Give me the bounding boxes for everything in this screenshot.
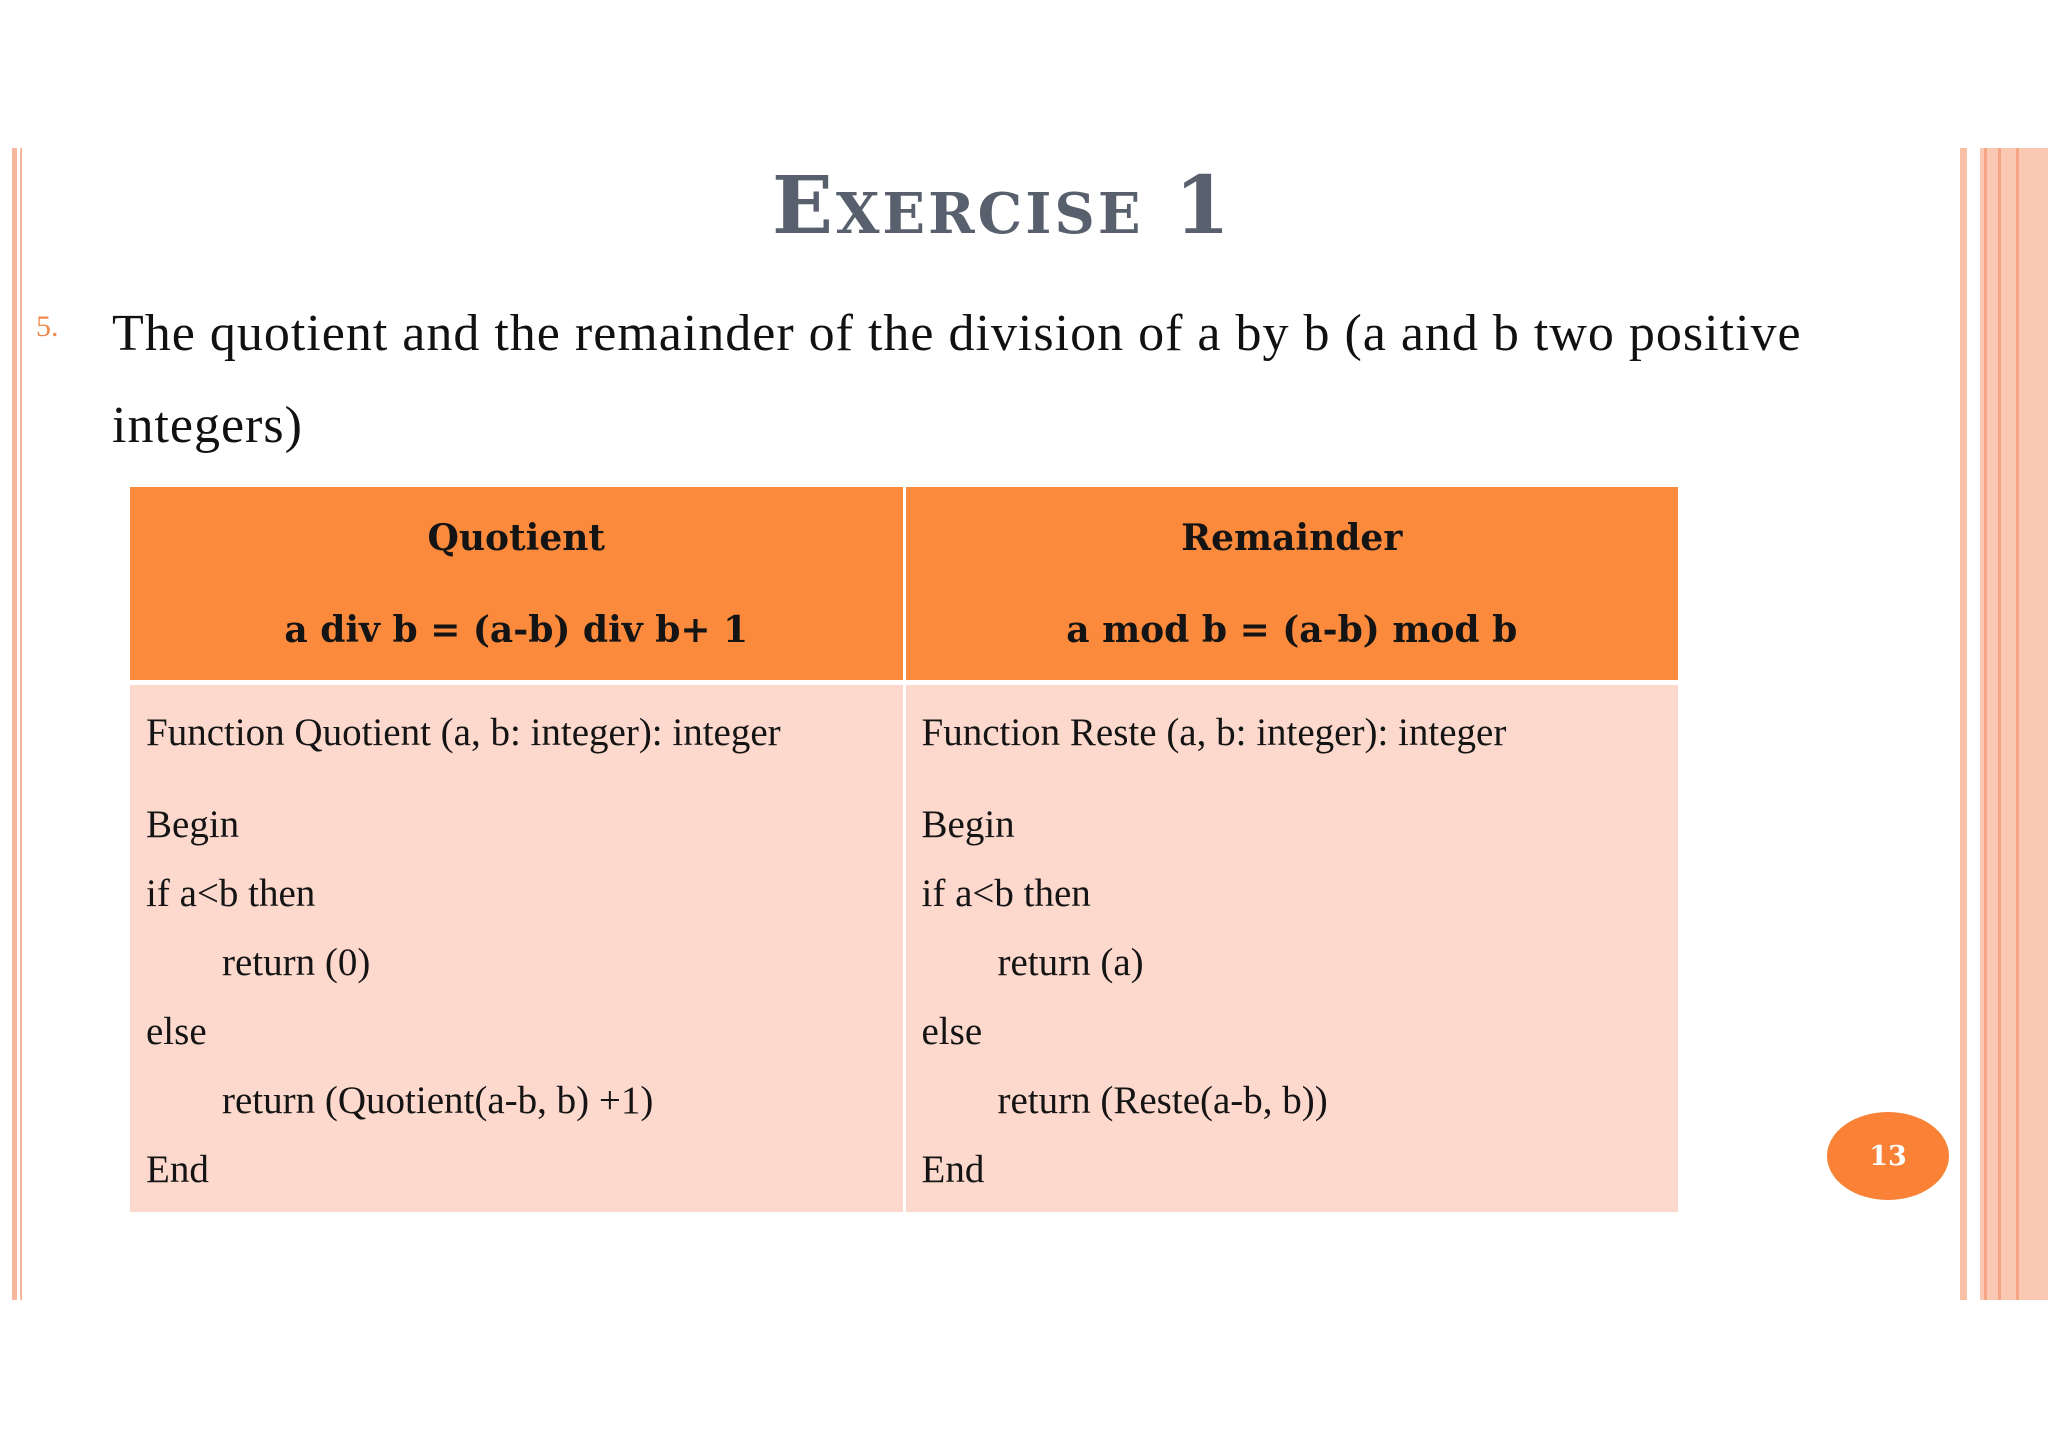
item-number: 5. (36, 310, 59, 343)
code-line: return (Reste(a-b, b)) (997, 1079, 1328, 1122)
code-line: else (921, 1010, 983, 1053)
left-border-bar (12, 148, 17, 1300)
right-border-block (1960, 148, 2048, 1300)
right-stripe (1980, 148, 2048, 1300)
page-number-badge: 13 (1827, 1112, 1949, 1200)
code-line: Begin (921, 803, 1015, 846)
remainder-code-cell (904, 683, 1678, 1213)
remainder-header-formula: a mod b = (a-b) mod b (1066, 608, 1518, 651)
algorithm-table (130, 487, 1678, 1212)
table-header-row (130, 487, 1678, 683)
code-line: return (a) (997, 941, 1144, 984)
right-stripe (2016, 148, 2019, 1300)
quotient-header (130, 487, 904, 683)
code-line: return (Quotient(a-b, b) +1) (222, 1079, 654, 1122)
code-line: End (146, 1148, 209, 1191)
quotient-header-name: Quotient (427, 516, 606, 559)
code-line: Begin (146, 803, 240, 846)
code-line: if a<b then (146, 872, 316, 915)
code-line: else (146, 1010, 207, 1053)
code-line: if a<b then (921, 872, 1091, 915)
table-row (130, 683, 1678, 1213)
remainder-header-name: Remainder (1181, 516, 1403, 559)
remainder-header (904, 487, 1678, 683)
code-line: End (921, 1148, 985, 1191)
right-stripe (1984, 148, 1987, 1300)
code-line: Function Quotient (a, b: integer): integer (146, 711, 781, 754)
left-border-bar-thin (20, 148, 22, 1300)
slide-title: Exercise 1 (771, 158, 1234, 252)
quotient-code-cell (130, 683, 904, 1213)
quotient-header-formula: a div b = (a-b) div b+ 1 (284, 608, 749, 651)
code-line: Function Reste (a, b: integer): integer (921, 711, 1507, 754)
right-stripe (1998, 148, 2001, 1300)
item-text: The quotient and the remainder of the division of a by b (a and b two positive integers) (112, 305, 1802, 454)
code-line: return (0) (222, 941, 371, 984)
